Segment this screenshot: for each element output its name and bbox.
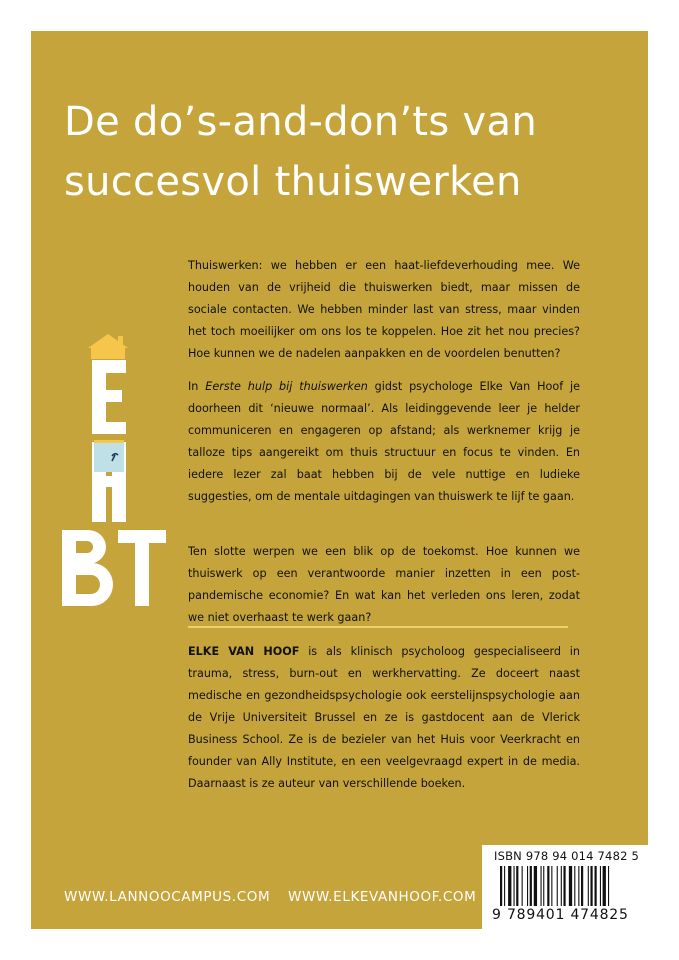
summary-text-rest: gidst psychologe Elke Van Hoof je doorheen dit ‘nieuwe normaal’. Als leidinggevende leer je helder communiceren en engageren op afstand; als werknemer krijg je talloze tips aangereikt om thuis structuur en focus te vinden. En iedere lezer zal baat hebben bij de vele nuttige en ludieke suggesties, om de mentale uitdagingen van thuiswerk te lijf te gaan. xyxy=(188,380,580,503)
author-name: ELKE VAN HOOF xyxy=(188,645,300,658)
title-line-1: De do’s-and-don’ts van xyxy=(64,99,537,145)
title-line-2: succesvol thuiswerken xyxy=(64,159,522,205)
author-bio-text: is als klinisch psycholoog gespecialiseerd in trauma, stress, burn-out en werkhervatting. Ze doceert naast medische en gezondheidspsychologie ook eerstelijnspsychologie aan de Vrije Universiteit Brussel en ze is gastdocent aan de Vlerick Business School. Ze is de bezieler van het Huis voor Veerkracht en founder van Ally Institute, en een veelgevraagd expert in de media. Daarnaast is ze auteur van verschillende boeken. xyxy=(188,645,580,790)
barcode-digits: 9 789401 474825 xyxy=(492,907,629,923)
ehbt-logo xyxy=(60,330,170,610)
book-title-italic: Eerste hulp bij thuiswerken xyxy=(205,380,368,393)
letter-b xyxy=(62,530,113,606)
author-url[interactable]: WWW.ELKEVANHOOF.COM xyxy=(288,889,477,905)
summary-text-start: In xyxy=(188,380,206,393)
window-icon xyxy=(94,442,124,472)
author-bio xyxy=(188,641,580,795)
house-body-icon xyxy=(91,347,125,359)
divider-line xyxy=(188,626,568,628)
cover-title xyxy=(64,92,624,212)
publisher-url[interactable]: WWW.LANNOOCAMPUS.COM xyxy=(64,889,271,905)
summary-paragraph xyxy=(188,376,580,508)
intro-paragraph: Thuiswerken: we hebben er een haat-liefdeverhouding mee. We houden van de vrijheid die thuiswerken biedt, maar missen de sociale contacten. We hebben minder last van stress, maar vinden het toch moeilijker om ons los te koppelen. Hoe zit het nou precies? Hoe kunnen we de nadelen aanpakken en de voordelen benutten? xyxy=(188,259,580,360)
barcode-icon xyxy=(500,866,640,912)
isbn-label: ISBN 978 94 014 7482 5 xyxy=(494,849,639,863)
letter-t xyxy=(118,530,166,606)
letter-e xyxy=(92,360,126,434)
future-paragraph: Ten slotte werpen we een blik op de toekomst. Hoe kunnen we thuiswerk op een verantwoorde manier inzetten in een post-pandemische economie? En wat kan het verleden ons leren, zodat we niet overhaast te werk gaan? xyxy=(188,545,580,624)
